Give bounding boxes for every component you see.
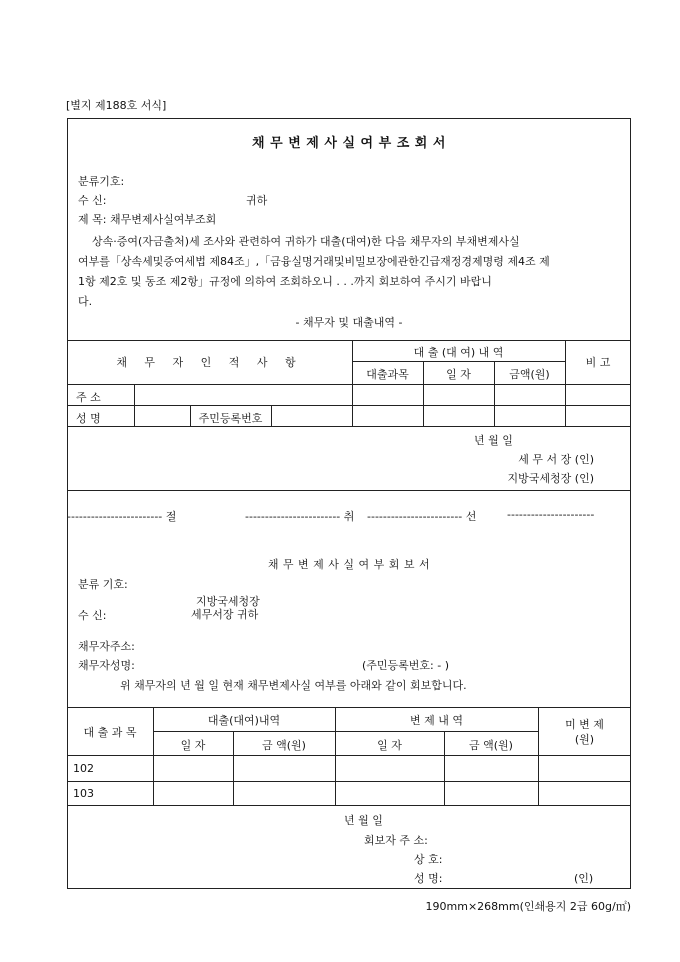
cut-line-jeol: ------------------------ 절 bbox=[67, 510, 177, 523]
paper-spec: 190mm×268mm(인쇄용지 2급 60g/㎡) bbox=[425, 900, 631, 913]
inquiry-title: 채 무 변 제 사 실 여 부 조 회 서 bbox=[252, 136, 446, 151]
reply-loan-detail-header: 대출(대여)내역 bbox=[207, 714, 281, 727]
reply-classification-label: 분류 기호: bbox=[78, 578, 128, 591]
reply-loan-amount-header: 금 액(원) bbox=[262, 739, 306, 752]
reply-loan-date-header: 일 자 bbox=[180, 739, 206, 752]
reply-recipient-label: 수 신: bbox=[78, 609, 107, 622]
reply-unpaid-unit: (원) bbox=[574, 733, 595, 746]
table-row: 102 bbox=[73, 762, 94, 775]
table-top-line bbox=[67, 340, 631, 341]
section-caption: - 채무자 및 대출내역 - bbox=[295, 316, 403, 329]
reply-repay-amount-header: 금 액(원) bbox=[469, 739, 513, 752]
cut-line bbox=[67, 508, 631, 522]
table-bottom-line bbox=[67, 426, 631, 427]
cut-line-chwi: ------------------------ 취 bbox=[245, 510, 355, 523]
remarks-header: 비 고 bbox=[585, 356, 611, 369]
loan-header: 대 출 (대 여) 내 역 bbox=[413, 346, 504, 359]
table-header-bottom bbox=[67, 384, 631, 385]
reply-table-bottom bbox=[67, 805, 631, 806]
reply-frame-right bbox=[630, 491, 631, 889]
table-row-divider bbox=[67, 405, 631, 406]
reply-repay-date-header: 일 자 bbox=[377, 739, 402, 752]
body-line-4: 다. bbox=[78, 295, 93, 308]
loan-subheader-line bbox=[352, 361, 565, 362]
reply-frame-left bbox=[67, 491, 68, 889]
reply-repay-detail-header: 변 제 내 역 bbox=[410, 714, 463, 727]
classification-label: 분류기호: bbox=[78, 175, 125, 188]
reply-row-divider bbox=[67, 781, 631, 782]
respondent-name-label: 성 명: bbox=[414, 872, 443, 885]
body-line-3: 1항 제2호 및 동조 제2항」규정에 의하여 조회하오니 . . .까지 회보하여 주시기 바랍니 bbox=[78, 275, 492, 288]
name-label: 성 명 bbox=[76, 412, 101, 425]
date-header: 일 자 bbox=[446, 368, 471, 381]
col-line-rrn-label bbox=[271, 405, 272, 426]
inquiry-form-frame bbox=[67, 118, 631, 491]
form-number: [별지 제188호 서식] bbox=[66, 99, 167, 112]
loan-subject-header: 대출과목 bbox=[366, 368, 409, 381]
inquiry-date-line: 년 월 일 bbox=[474, 434, 513, 447]
body-line-1: 상속·증여(자금출처)세 조사와 관련하여 귀하가 대출(대여)한 다음 채무자의 부채변제사실 bbox=[92, 235, 520, 248]
debtor-address-label: 채무자주소: bbox=[78, 640, 135, 653]
col-line-label bbox=[134, 384, 135, 426]
tax-office-recipient: 세무서장 귀하 bbox=[191, 608, 259, 621]
col-line-remarks bbox=[565, 340, 566, 426]
regional-office: 지방국세청장 bbox=[196, 595, 260, 608]
address-label: 주 소 bbox=[76, 391, 101, 404]
reply-header-bottom bbox=[67, 755, 631, 756]
amount-header: 금액(원) bbox=[509, 368, 550, 381]
cut-line-seon: ------------------------ 선 bbox=[367, 510, 477, 523]
reply-rrn-label: (주민등록번호: - ) bbox=[362, 659, 450, 672]
table-row: 103 bbox=[73, 787, 94, 800]
reply-date-line: 년 월 일 bbox=[344, 814, 383, 827]
recipient-honorific: 귀하 bbox=[246, 194, 268, 207]
reply-table-top bbox=[67, 707, 631, 708]
reply-subheader-line bbox=[153, 731, 538, 732]
reply-statement: 위 채무자의 년 월 일 현재 채무변제사실 여부를 아래와 같이 회보합니다. bbox=[120, 679, 467, 692]
reply-unpaid-header: 미 변 제 bbox=[565, 718, 604, 731]
debtor-header: 채 무 자 인 적 사 항 bbox=[116, 356, 303, 369]
reply-loan-subject-header: 대 출 과 목 bbox=[83, 726, 137, 739]
body-line-2: 여부를「상속세및증여세법 제84조」,「금융실명거래및비밀보장에관한긴급재정경제명령 제4조 제 bbox=[78, 255, 550, 268]
respondent-address-label: 회보자 주 소: bbox=[364, 834, 428, 847]
debtor-name-label: 채무자성명: bbox=[78, 659, 135, 672]
reply-frame-bottom bbox=[67, 888, 631, 889]
rrn-label: 주민등록번호 bbox=[198, 412, 263, 425]
recipient-label: 수 신: bbox=[78, 194, 107, 207]
tax-office-head: 세 무 서 장 (인) bbox=[518, 453, 594, 466]
seal-mark: (인) bbox=[574, 872, 594, 885]
cut-line-tail: ---------------------- bbox=[507, 508, 595, 521]
reply-title: 채 무 변 제 사 실 여 부 회 보 서 bbox=[267, 558, 431, 571]
regional-head: 지방국세청장 (인) bbox=[507, 472, 594, 485]
subject-line: 제 목: 채무변제사실여부조회 bbox=[78, 213, 217, 226]
respondent-company-label: 상 호: bbox=[414, 853, 443, 866]
